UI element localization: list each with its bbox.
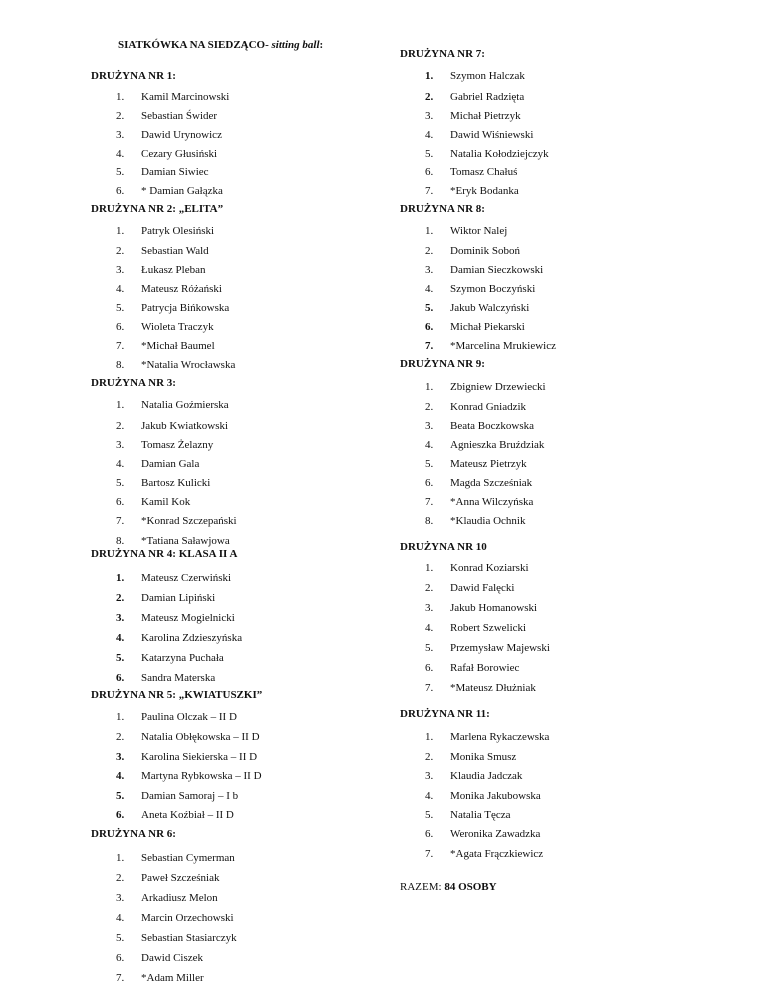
player-number: 4. — [425, 129, 434, 141]
player-row — [116, 632, 376, 646]
player-number: 3. — [425, 602, 434, 614]
player-number: 5. — [425, 458, 434, 470]
player-row — [425, 302, 685, 316]
player-number: 5. — [116, 166, 125, 178]
player-number: 5. — [116, 302, 125, 314]
player-row — [116, 572, 376, 586]
player-name: Agnieszka Bruździak — [450, 439, 545, 451]
player-name: Cezary Głusiński — [141, 148, 218, 160]
player-row — [425, 148, 685, 162]
player-row — [116, 711, 376, 725]
team-heading: DRUŻYNA NR 10 — [400, 541, 487, 553]
player-number: 8. — [425, 515, 434, 527]
player-row — [116, 129, 376, 143]
player-number: 5. — [116, 652, 125, 664]
player-row — [116, 952, 376, 966]
player-number: 8. — [116, 359, 125, 371]
total-value: 84 OSOBY — [444, 881, 497, 893]
player-name: *Klaudia Ochnik — [450, 515, 526, 527]
player-number: 5. — [425, 642, 434, 654]
player-row — [116, 751, 376, 765]
player-row — [425, 166, 685, 180]
player-name: Natalia Goźmierska — [141, 399, 229, 411]
player-row — [425, 477, 685, 491]
player-name: Mateusz Mogielnicki — [141, 612, 235, 624]
player-row — [116, 790, 376, 804]
player-name: *Agata Frączkiewicz — [450, 848, 544, 860]
player-number: 1. — [116, 711, 125, 723]
player-number: 4. — [425, 439, 434, 451]
player-number: 1. — [425, 381, 434, 393]
player-name: Wiktor Nalej — [450, 225, 508, 237]
player-number: 1. — [116, 91, 125, 103]
total-label: RAZEM: — [400, 881, 442, 893]
title-main: SIATKÓWKA NA SIEDZĄCO- — [118, 39, 269, 51]
player-number: 2. — [116, 592, 125, 604]
player-name: Monika Smusz — [450, 751, 517, 763]
player-name: Klaudia Jadczak — [450, 770, 523, 782]
player-name: Beata Boczkowska — [450, 420, 534, 432]
player-name: Weronika Zawadzka — [450, 828, 541, 840]
player-name: Łukasz Pleban — [141, 264, 206, 276]
player-number: 3. — [116, 892, 125, 904]
player-row — [116, 932, 376, 946]
player-name: *Natalia Wrocławska — [141, 359, 236, 371]
player-name: Karolina Zdzieszyńska — [141, 632, 243, 644]
player-number: 8. — [116, 535, 125, 547]
player-row — [425, 264, 685, 278]
player-name: Damian Samoraj – I b — [141, 790, 239, 802]
player-name: Natalia Tęcza — [450, 809, 511, 821]
player-row — [425, 110, 685, 124]
player-number: 6. — [116, 185, 125, 197]
player-name: Dawid Falęcki — [450, 582, 515, 594]
player-name: Natalia Kołodziejczyk — [450, 148, 549, 160]
player-name: Bartosz Kulicki — [141, 477, 211, 489]
player-name: Szymon Halczak — [450, 70, 525, 82]
player-name: Damian Lipiński — [141, 592, 216, 604]
player-name: *Eryk Bodanka — [450, 185, 519, 197]
player-name: Michał Piekarski — [450, 321, 525, 333]
player-row — [425, 642, 685, 656]
player-number: 3. — [116, 129, 125, 141]
player-number: 6. — [425, 662, 434, 674]
player-name: Marlena Rykaczewska — [450, 731, 550, 743]
player-name: Sebastian Świder — [141, 110, 218, 122]
player-name: Damian Sieczkowski — [450, 264, 544, 276]
player-row — [116, 91, 376, 105]
player-name: Mateusz Różański — [141, 283, 222, 295]
player-row — [116, 672, 376, 686]
player-row — [116, 245, 376, 259]
player-number: 2. — [116, 872, 125, 884]
player-number: 1. — [425, 731, 434, 743]
player-row — [116, 340, 376, 354]
player-name: *Michał Baumel — [141, 340, 215, 352]
player-name: Dawid Wiśniewski — [450, 129, 534, 141]
player-row — [425, 439, 685, 453]
player-number: 7. — [425, 496, 434, 508]
player-number: 4. — [116, 283, 125, 295]
player-name: Damian Siwiec — [141, 166, 209, 178]
player-row — [425, 582, 685, 596]
player-row — [425, 662, 685, 676]
player-row — [116, 321, 376, 335]
player-number: 6. — [116, 496, 125, 508]
player-number: 6. — [116, 321, 125, 333]
player-name: Marcin Orzechowski — [141, 912, 234, 924]
player-name: *Konrad Szczepański — [141, 515, 237, 527]
player-row — [425, 562, 685, 576]
player-row — [116, 148, 376, 162]
player-number: 1. — [425, 225, 434, 237]
team-heading: DRUŻYNA NR 8: — [400, 203, 485, 215]
player-number: 7. — [425, 682, 434, 694]
player-number: 3. — [425, 110, 434, 122]
player-row — [425, 515, 685, 529]
player-number: 7. — [116, 340, 125, 352]
player-name: Martyna Rybkowska – II D — [141, 770, 262, 782]
player-number: 1. — [116, 399, 125, 411]
player-row — [116, 731, 376, 745]
player-row — [116, 264, 376, 278]
player-number: 7. — [116, 515, 125, 527]
player-number: 3. — [425, 264, 434, 276]
player-name: Arkadiusz Melon — [141, 892, 218, 904]
player-number: 6. — [425, 321, 434, 333]
team-heading: DRUŻYNA NR 11: — [400, 708, 490, 720]
player-number: 2. — [116, 731, 125, 743]
player-row — [425, 381, 685, 395]
player-name: Sebastian Cymerman — [141, 852, 235, 864]
player-row — [425, 848, 685, 862]
player-name: Dawid Urynowicz — [141, 129, 222, 141]
player-name: Wioleta Traczyk — [141, 321, 214, 333]
title-subtitle: sitting ball — [271, 39, 320, 51]
player-number: 2. — [425, 91, 434, 103]
player-number: 6. — [425, 166, 434, 178]
player-row — [116, 612, 376, 626]
player-row — [116, 166, 376, 180]
player-name: Paweł Szcześniak — [141, 872, 220, 884]
player-number: 3. — [116, 439, 125, 451]
player-name: Gabriel Radzięta — [450, 91, 525, 103]
player-name: Mateusz Czerwiński — [141, 572, 232, 584]
player-row — [425, 458, 685, 472]
player-name: Monika Jakubowska — [450, 790, 541, 802]
player-row — [116, 972, 376, 986]
team-heading: DRUŻYNA NR 6: — [91, 828, 176, 840]
player-number: 4. — [425, 622, 434, 634]
player-name: Aneta Koźbiał – II D — [141, 809, 234, 821]
player-name: Sandra Materska — [141, 672, 216, 684]
player-number: 2. — [425, 245, 434, 257]
player-name: *Tatiana Saławjowa — [141, 535, 230, 547]
player-number: 1. — [425, 70, 434, 82]
player-row — [116, 872, 376, 886]
player-number: 6. — [116, 672, 125, 684]
player-row — [425, 340, 685, 354]
player-name: Michał Pietrzyk — [450, 110, 521, 122]
team-heading: DRUŻYNA NR 2: „ELITA” — [91, 203, 224, 215]
player-row — [116, 458, 376, 472]
player-name: Kamil Marcinowski — [141, 91, 230, 103]
player-row — [425, 70, 685, 84]
player-number: 7. — [425, 340, 434, 352]
player-row — [116, 892, 376, 906]
player-number: 6. — [425, 477, 434, 489]
player-row — [116, 652, 376, 666]
player-row — [425, 731, 685, 745]
player-row — [425, 622, 685, 636]
player-number: 5. — [116, 477, 125, 489]
player-name: Damian Gala — [141, 458, 200, 470]
player-row — [116, 359, 376, 373]
player-row — [116, 302, 376, 316]
player-number: 5. — [425, 148, 434, 160]
player-number: 1. — [116, 852, 125, 864]
player-number: 4. — [116, 770, 125, 782]
player-number: 2. — [116, 110, 125, 122]
player-row — [425, 790, 685, 804]
player-name: Mateusz Pietrzyk — [450, 458, 527, 470]
player-number: 1. — [425, 562, 434, 574]
player-name: *Mateusz Dłużniak — [450, 682, 536, 694]
player-number: 4. — [116, 632, 125, 644]
player-name: Dominik Soboń — [450, 245, 520, 257]
player-name: Robert Szwelicki — [450, 622, 527, 634]
player-row — [116, 535, 376, 549]
player-name: Tomasz Chałuś — [450, 166, 518, 178]
player-name: Przemysław Majewski — [450, 642, 550, 654]
player-name: Magda Szcześniak — [450, 477, 533, 489]
player-name: * Damian Gałązka — [141, 185, 223, 197]
player-name: Karolina Siekierska – II D — [141, 751, 258, 763]
player-number: 7. — [425, 848, 434, 860]
player-number: 7. — [116, 972, 125, 984]
player-row — [425, 682, 685, 696]
team-heading: DRUŻYNA NR 1: — [91, 70, 176, 82]
player-number: 2. — [425, 582, 434, 594]
player-row — [425, 828, 685, 842]
player-row — [425, 283, 685, 297]
player-row — [425, 751, 685, 765]
player-row — [116, 809, 376, 823]
player-row — [425, 770, 685, 784]
player-name: Tomasz Żelazny — [141, 439, 214, 451]
player-row — [116, 852, 376, 866]
player-number: 2. — [425, 751, 434, 763]
player-name: Jakub Kwiatkowski — [141, 420, 229, 432]
player-name: Szymon Boczyński — [450, 283, 536, 295]
player-number: 1. — [116, 225, 125, 237]
player-row — [116, 283, 376, 297]
player-number: 7. — [425, 185, 434, 197]
player-number: 3. — [116, 751, 125, 763]
player-name: Rafał Borowiec — [450, 662, 520, 674]
player-row — [425, 91, 685, 105]
player-row — [116, 496, 376, 510]
player-name: Patryk Olesiński — [141, 225, 215, 237]
player-number: 2. — [116, 245, 125, 257]
player-row — [425, 185, 685, 199]
player-number: 4. — [425, 283, 434, 295]
player-number: 6. — [116, 809, 125, 821]
team-heading: DRUŻYNA NR 4: KLASA II A — [91, 548, 238, 560]
player-row — [116, 477, 376, 491]
player-row — [116, 185, 376, 199]
player-name: Sebastian Stasiarczyk — [141, 932, 237, 944]
player-row — [425, 401, 685, 415]
player-name: *Adam Miller — [141, 972, 204, 984]
player-name: Jakub Walczyński — [450, 302, 530, 314]
total-count — [400, 881, 497, 893]
player-number: 5. — [116, 932, 125, 944]
player-row — [116, 110, 376, 124]
player-row — [116, 515, 376, 529]
player-name: Kamil Kok — [141, 496, 191, 508]
player-row — [116, 420, 376, 434]
player-name: Paulina Olczak – II D — [141, 711, 237, 723]
player-number: 5. — [116, 790, 125, 802]
player-name: Patrycja Bińkowska — [141, 302, 230, 314]
player-row — [116, 399, 376, 413]
player-number: 4. — [116, 912, 125, 924]
team-heading: DRUŻYNA NR 9: — [400, 358, 485, 370]
title-colon: : — [319, 39, 324, 51]
player-row — [425, 245, 685, 259]
player-name: Dawid Ciszek — [141, 952, 204, 964]
player-row — [116, 592, 376, 606]
team-heading: DRUŻYNA NR 5: „KWIATUSZKI” — [91, 689, 263, 701]
player-number: 5. — [425, 302, 434, 314]
team-heading: DRUŻYNA NR 3: — [91, 377, 176, 389]
player-name: *Anna Wilczyńska — [450, 496, 534, 508]
player-number: 2. — [116, 420, 125, 432]
document-title — [118, 39, 323, 51]
player-number: 5. — [425, 809, 434, 821]
player-name: Natalia Obłękowska – II D — [141, 731, 260, 743]
player-row — [425, 809, 685, 823]
player-name: Zbigniew Drzewiecki — [450, 381, 546, 393]
player-row — [425, 420, 685, 434]
player-number: 3. — [425, 420, 434, 432]
player-row — [116, 225, 376, 239]
player-row — [116, 770, 376, 784]
player-number: 3. — [116, 612, 125, 624]
player-name: Katarzyna Puchała — [141, 652, 224, 664]
player-number: 4. — [116, 148, 125, 160]
player-number: 2. — [425, 401, 434, 413]
player-number: 4. — [425, 790, 434, 802]
player-row — [425, 321, 685, 335]
player-number: 4. — [116, 458, 125, 470]
player-row — [116, 439, 376, 453]
player-number: 3. — [116, 264, 125, 276]
player-name: Konrad Gniadzik — [450, 401, 527, 413]
player-number: 6. — [425, 828, 434, 840]
player-number: 6. — [116, 952, 125, 964]
player-number: 3. — [425, 770, 434, 782]
player-row — [425, 129, 685, 143]
player-number: 1. — [116, 572, 125, 584]
team-heading: DRUŻYNA NR 7: — [400, 48, 485, 60]
player-row — [425, 602, 685, 616]
player-name: Jakub Homanowski — [450, 602, 538, 614]
player-name: Konrad Koziarski — [450, 562, 529, 574]
player-row — [116, 912, 376, 926]
player-row — [425, 225, 685, 239]
player-name: Sebastian Wald — [141, 245, 209, 257]
player-row — [425, 496, 685, 510]
player-name: *Marcelina Mrukiewicz — [450, 340, 556, 352]
